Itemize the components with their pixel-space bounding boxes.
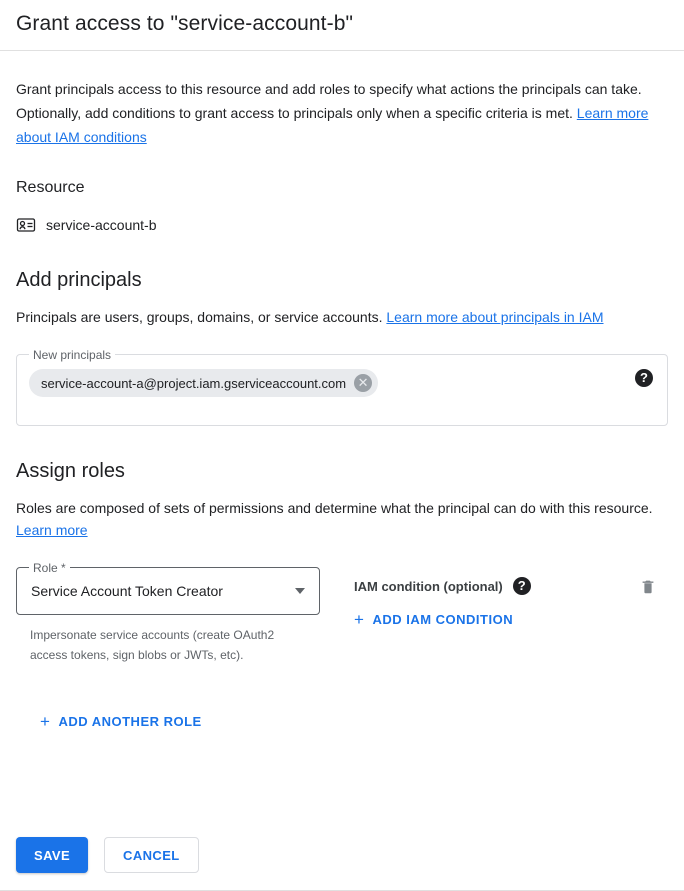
add-principals-heading: Add principals xyxy=(16,269,142,291)
assign-roles-description xyxy=(16,497,668,541)
role-description: Impersonate service accounts (create OAuth2 access tokens, sign blobs or JWTs, etc). xyxy=(30,628,275,662)
help-icon[interactable]: ? xyxy=(513,577,531,595)
role-row xyxy=(16,561,668,665)
add-another-role-label: ADD ANOTHER ROLE xyxy=(58,714,202,729)
new-principals-field[interactable] xyxy=(16,348,668,426)
add-principals-description-body: Principals are users, groups, domains, or service accounts. xyxy=(16,309,387,325)
add-another-role-button[interactable] xyxy=(40,713,202,730)
resource-heading: Resource xyxy=(16,179,85,196)
new-principals-label: New principals xyxy=(29,347,115,363)
plus-icon: + xyxy=(40,712,51,731)
add-principals-description xyxy=(16,306,668,328)
service-account-icon xyxy=(16,215,36,235)
iam-condition-label: IAM condition (optional) xyxy=(354,578,503,594)
intro-text-body: Grant principals access to this resource and add roles to specify what actions the principals can take. Optionally, add conditions to grant access to principals only when a specific criteria is met. xyxy=(16,81,642,121)
role-select-value: Service Account Token Creator xyxy=(31,583,223,599)
principals-in-iam-link[interactable]: Learn more about principals in IAM xyxy=(386,309,604,325)
add-iam-condition-button[interactable] xyxy=(354,611,513,628)
assign-roles-heading: Assign roles xyxy=(16,460,125,482)
resource-name: service-account-b xyxy=(46,217,157,233)
principal-chip-label: service-account-a@project.iam.gserviceaccount.com xyxy=(41,375,347,391)
footer-button-row xyxy=(16,837,668,873)
plus-icon: + xyxy=(354,610,365,629)
iam-condition-label-row xyxy=(354,577,628,595)
iam-conditions-link[interactable]: Learn more about IAM conditions xyxy=(16,105,649,145)
add-iam-condition-label: ADD IAM CONDITION xyxy=(372,612,514,627)
chevron-down-icon[interactable] xyxy=(295,588,305,594)
assign-roles-description-body: Roles are composed of sets of permissions and determine what the principal can do with this resource. xyxy=(16,500,653,516)
page-title: Grant access to "service-account-b" xyxy=(16,12,354,35)
intro-text xyxy=(16,77,668,149)
trash-icon[interactable] xyxy=(639,577,657,600)
header-divider xyxy=(0,50,684,51)
condition-column xyxy=(354,567,628,630)
add-another-role-wrap xyxy=(16,697,668,732)
close-icon[interactable]: ✕ xyxy=(354,374,372,392)
delete-role-column xyxy=(628,577,668,600)
panel-content xyxy=(0,77,684,732)
footer-actions xyxy=(0,837,684,891)
role-select-label: Role * xyxy=(29,560,70,576)
learn-more-link[interactable]: Learn more xyxy=(16,522,88,538)
role-select[interactable] xyxy=(16,561,320,615)
resource-row xyxy=(16,215,668,235)
save-button[interactable]: SAVE xyxy=(16,837,88,873)
principal-chip[interactable] xyxy=(29,369,378,397)
help-icon[interactable]: ? xyxy=(635,369,653,387)
role-column xyxy=(16,561,320,665)
cancel-button[interactable]: CANCEL xyxy=(104,837,199,873)
